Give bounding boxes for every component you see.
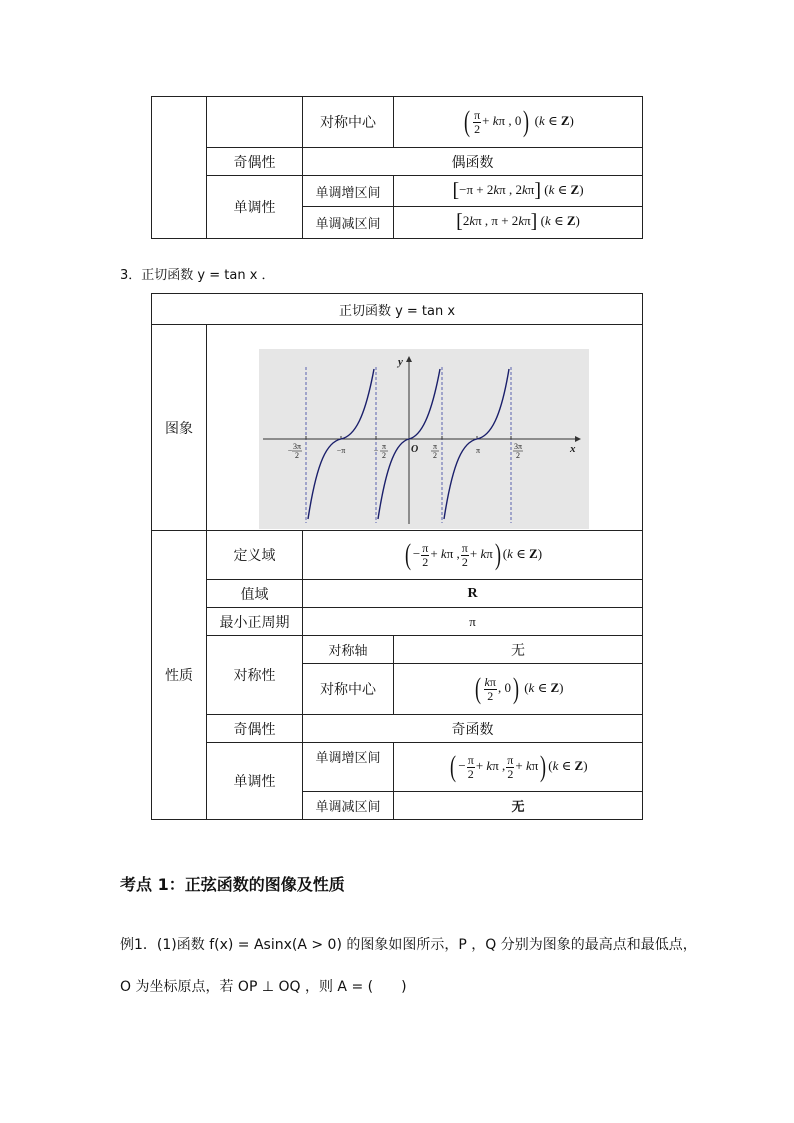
center-formula: ( $\frac{k\pi}{2}$ , 0) (k ∈ Z) <box>394 664 643 715</box>
example-line-2: O 为坐标原点，若 OP ⊥ OQ ，则 A = ( ) <box>120 979 407 995</box>
svg-text:2: 2 <box>433 451 437 460</box>
increasing-formula: [−π + 2kπ , 2kπ] (k ∈ Z) <box>394 176 643 207</box>
tan-decreasing-label: 单调减区间 <box>303 792 394 820</box>
cosine-properties-table <box>151 96 643 239</box>
increasing-label: 单调增区间 <box>303 176 394 207</box>
svg-text:2: 2 <box>516 451 520 460</box>
period-label: 最小正周期 <box>207 608 303 636</box>
tan-parity-label: 奇偶性 <box>207 715 303 743</box>
axis-label: 对称轴 <box>303 636 394 664</box>
monotonicity-label: 单调性 <box>207 176 303 239</box>
parity-value: 偶函数 <box>303 148 643 176</box>
symmetry-label: 对称性 <box>207 636 303 715</box>
tan-increasing-label: 单调增区间 <box>303 743 394 792</box>
symmetry-blank-cell <box>207 97 303 148</box>
svg-text:2: 2 <box>382 451 386 460</box>
tan-increasing-formula: ( − $\frac{\pi}{2}$ + kπ , $\frac{\pi}{2}$ + kπ) (k ∈ Z) <box>394 743 643 792</box>
image-label: 图象 <box>152 325 207 531</box>
y-axis-label: y <box>398 356 403 368</box>
tangent-properties-table <box>151 293 643 820</box>
tangent-table-header: 正切函数 y = tan x <box>152 294 643 325</box>
left-merged-cell <box>152 97 207 239</box>
svg-text:2: 2 <box>295 451 299 460</box>
domain-formula: ( − $\frac{\pi}{2}$ + kπ , $\frac{\pi}{2}$ + kπ) (k ∈ Z) <box>303 531 643 580</box>
domain-label: 定义域 <box>207 531 303 580</box>
origin-label: O <box>411 444 419 455</box>
tan-decreasing-value: 无 <box>394 792 643 820</box>
tan-monotonicity-label: 单调性 <box>207 743 303 820</box>
tick-neg-3pi2: 3π <box>292 442 302 451</box>
exam-point-heading: 考点 1：正弦函数的图像及性质 <box>120 875 345 894</box>
properties-label: 性质 <box>152 531 207 820</box>
center-label: 对称中心 <box>303 664 394 715</box>
range-label: 值域 <box>207 580 303 608</box>
period-value: π <box>303 608 643 636</box>
x-axis-label: x <box>570 443 576 455</box>
tick-pi: π <box>475 446 481 455</box>
range-value: R <box>303 580 643 608</box>
svg-text:−: − <box>373 446 379 455</box>
axis-value: 无 <box>394 636 643 664</box>
sym-center-label: 对称中心 <box>303 97 394 148</box>
parity-label: 奇偶性 <box>207 148 303 176</box>
sym-center-formula: ( $\frac{\pi}{2}$ + kπ , 0) (k ∈ Z) <box>394 97 643 148</box>
decreasing-formula: [2kπ , π + 2kπ] (k ∈ Z) <box>394 207 643 239</box>
tan-graph <box>259 349 589 529</box>
graph-cell <box>207 325 643 531</box>
decreasing-label: 单调减区间 <box>303 207 394 239</box>
example-line-1: 例1．(1)函数 f(x) = Asinx(A > 0) 的图象如图所示，P ，Q 分别为图象的最高点和最低点， <box>120 937 697 953</box>
tick-pi2: π <box>432 442 438 451</box>
tick-neg-pi2: π <box>381 442 387 451</box>
tick-3pi2: 3π <box>513 442 523 451</box>
tick-neg-pi: −π <box>336 446 346 455</box>
svg-text:−: − <box>287 446 293 455</box>
section-title: 3．正切函数 y = tan x ． <box>120 268 275 283</box>
tan-parity-value: 奇函数 <box>303 715 643 743</box>
